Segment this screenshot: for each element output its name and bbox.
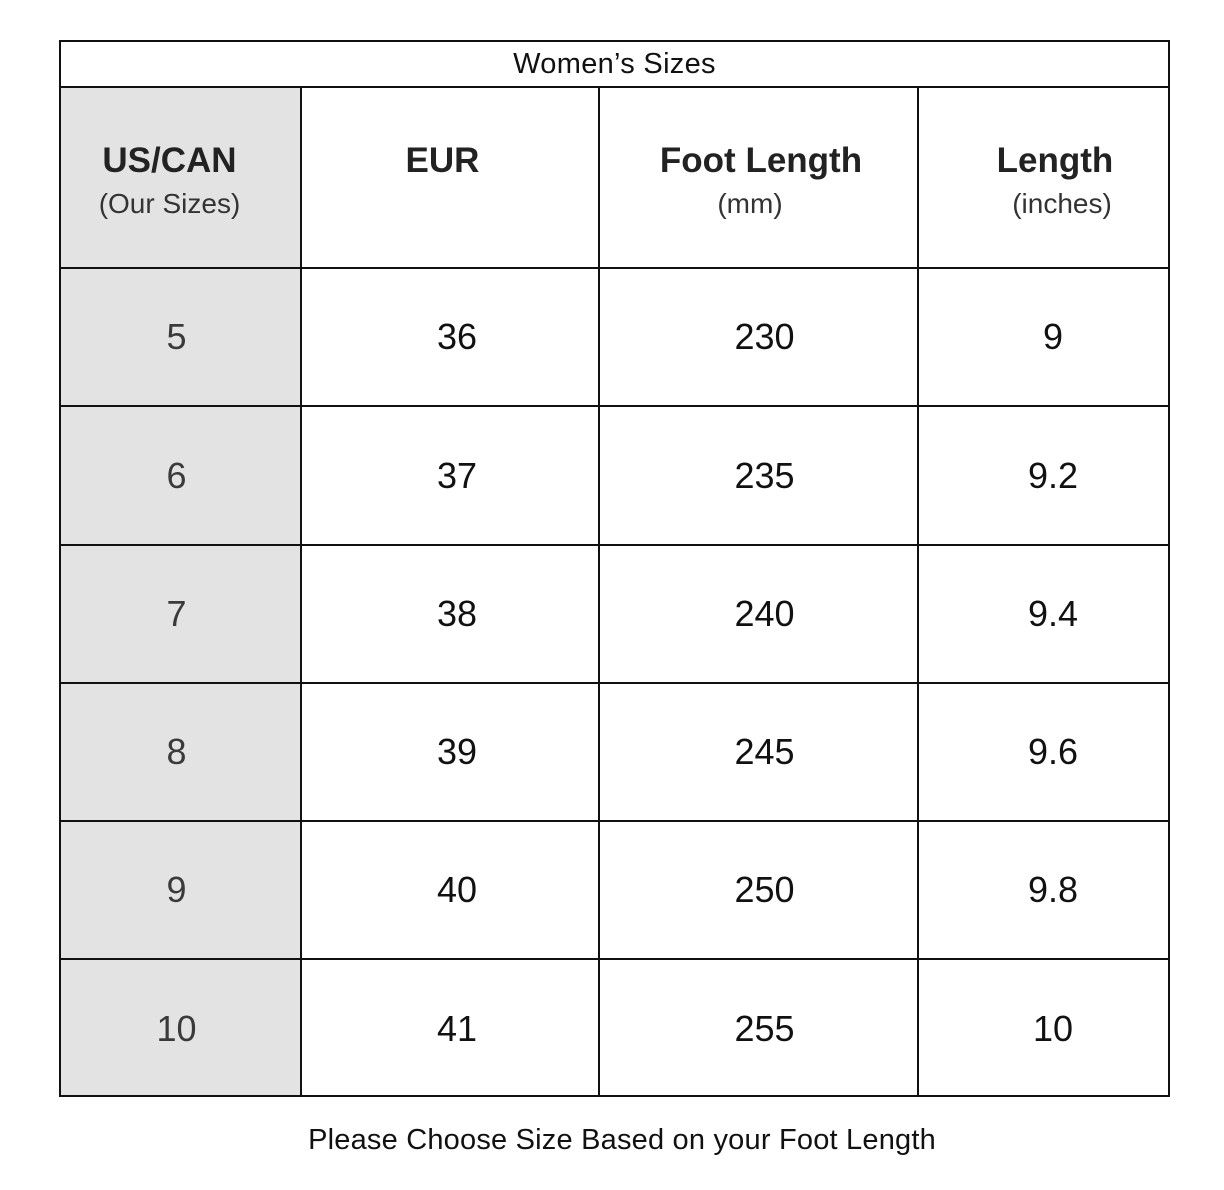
eur-size-cell: 37: [436, 454, 478, 496]
eur-size-cell: 40: [436, 869, 478, 910]
us-size-cell: 6: [166, 454, 187, 496]
length-inches-cell: 9.4: [1027, 593, 1079, 634]
eur-size-cell: 41: [436, 1007, 478, 1049]
header-foot-length-label: Foot Length: [659, 141, 863, 180]
us-size-cell: 8: [166, 731, 187, 772]
us-size-cell: 5: [166, 316, 187, 357]
us-size-cell: 9: [166, 869, 187, 910]
us-size-cell: 7: [166, 593, 187, 634]
header-length-sublabel: (inches): [1012, 188, 1112, 219]
header-foot-length-sublabel: (mm): [717, 188, 783, 219]
us-size-cell: 10: [156, 1007, 197, 1049]
eur-size-cell: 39: [436, 731, 478, 772]
table-title: Women’s Sizes: [61, 42, 1168, 88]
length-inches-cell: 9: [1042, 316, 1064, 357]
foot-length-mm-cell: 240: [734, 593, 795, 634]
foot-length-mm-cell: 235: [734, 454, 795, 496]
header-foot-length: [600, 88, 922, 267]
header-eur: [302, 88, 583, 267]
header-us-can-sublabel: (Our Sizes): [98, 188, 241, 219]
size-chart-table: [59, 40, 1170, 1097]
foot-length-mm-cell: 255: [734, 1007, 795, 1049]
foot-length-mm-cell: 245: [734, 731, 795, 772]
eur-size-cell: 38: [436, 593, 478, 634]
length-inches-cell: 9.2: [1027, 454, 1079, 496]
eur-size-cell: 36: [436, 316, 478, 357]
length-inches-cell: 9.6: [1027, 731, 1079, 772]
foot-length-mm-cell: 230: [734, 316, 795, 357]
header-us-can: [61, 88, 278, 267]
size-grid: [61, 88, 1168, 1095]
header-length-label: Length: [996, 141, 1114, 180]
length-inches-cell: 9.8: [1027, 869, 1079, 910]
footer-note: Please Choose Size Based on your Foot Length: [308, 1124, 936, 1156]
length-inches-cell: 10: [1032, 1007, 1074, 1049]
foot-length-mm-cell: 250: [734, 869, 795, 910]
header-length-inches: [919, 88, 1191, 267]
header-us-can-label: US/CAN: [102, 141, 237, 180]
header-eur-label: EUR: [405, 141, 480, 180]
